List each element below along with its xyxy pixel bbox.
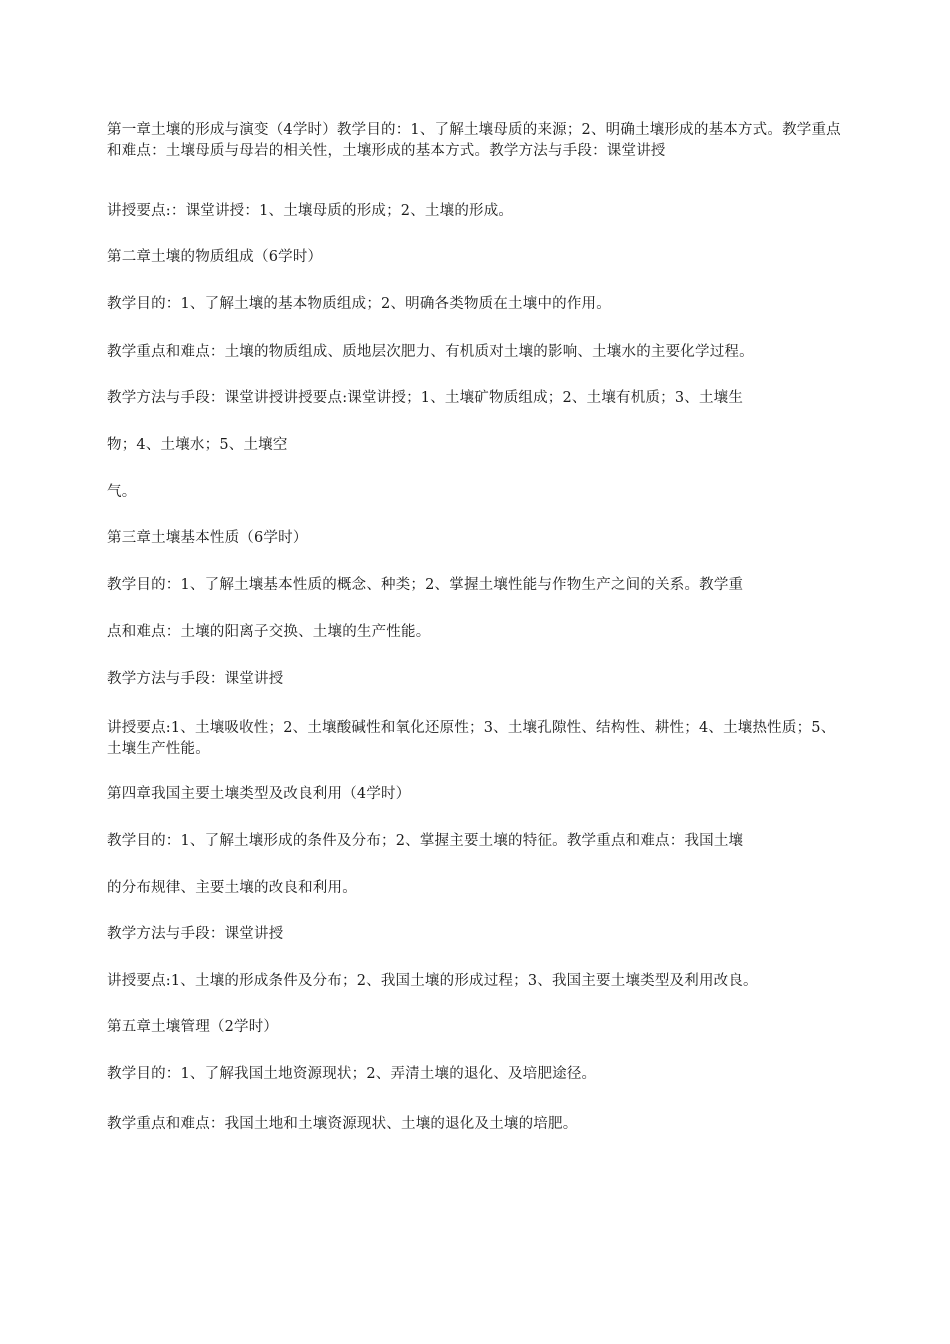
paragraph-chapter3-goals: 教学目的：1、了解土壤基本性质的概念、种类；2、掌握土壤性能与作物生产之间的关系。教学重	[107, 577, 744, 593]
paragraph-chapter2-focus: 教学重点和难点：土壤的物质组成、质地层次肥力、有机质对土壤的影响、土壤水的主要化学过程。	[107, 344, 754, 360]
paragraph-chapter2-goals: 教学目的：1、了解土壤的基本物质组成；2、明确各类物质在土壤中的作用。	[107, 296, 611, 312]
paragraph-chapter4-focus: 的分布规律、主要土壤的改良和利用。	[107, 880, 357, 896]
paragraph-chapter1-intro: 第一章土壤的形成与演变（4学时）教学目的：1、了解土壤母质的来源；2、明确土壤形成的基本方式。教学重点和难点：土壤母质与母岩的相关性，土壤形成的基本方式。教学方法与手段：课堂讲授	[107, 122, 841, 159]
paragraph-chapter2-methods-cont: 物；4、土壤水；5、土壤空	[107, 437, 288, 453]
heading-chapter3: 第三章土壤基本性质（6学时）	[107, 530, 308, 546]
paragraph-chapter5-goals: 教学目的：1、了解我国土地资源现状；2、弄清土壤的退化、及培肥途径。	[107, 1066, 597, 1082]
paragraph-chapter3-methods: 教学方法与手段：课堂讲授	[107, 671, 284, 687]
paragraph-chapter2-methods-end: 气。	[107, 484, 137, 500]
paragraph-chapter3-points: 讲授要点:1、土壤吸收性；2、土壤酸碱性和氧化还原性；3、土壤孔隙性、结构性、耕性；4、土壤热性质；5、土壤生产性能。	[107, 720, 836, 757]
paragraph-chapter4-points: 讲授要点:1、土壤的形成条件及分布；2、我国土壤的形成过程；3、我国主要土壤类型及利用改良。	[107, 973, 758, 989]
heading-chapter4: 第四章我国主要土壤类型及改良利用（4学时）	[107, 786, 411, 802]
paragraph-chapter1-points: 讲授要点:：课堂讲授：1、土壤母质的形成；2、土壤的形成。	[107, 203, 514, 219]
heading-chapter5: 第五章土壤管理（2学时）	[107, 1019, 279, 1035]
heading-chapter2: 第二章土壤的物质组成（6学时）	[107, 249, 323, 265]
paragraph-chapter4-methods: 教学方法与手段：课堂讲授	[107, 926, 284, 942]
paragraph-chapter2-methods: 教学方法与手段：课堂讲授讲授要点:课堂讲授；1、土壤矿物质组成；2、土壤有机质；3、土壤生	[107, 390, 744, 406]
paragraph-chapter3-focus: 点和难点：土壤的阳离子交换、土壤的生产性能。	[107, 624, 431, 640]
paragraph-chapter4-goals: 教学目的：1、了解土壤形成的条件及分布；2、掌握主要土壤的特征。教学重点和难点：我国土壤	[107, 833, 744, 849]
paragraph-chapter5-focus: 教学重点和难点：我国土地和土壤资源现状、土壤的退化及土壤的培肥。	[107, 1116, 578, 1132]
